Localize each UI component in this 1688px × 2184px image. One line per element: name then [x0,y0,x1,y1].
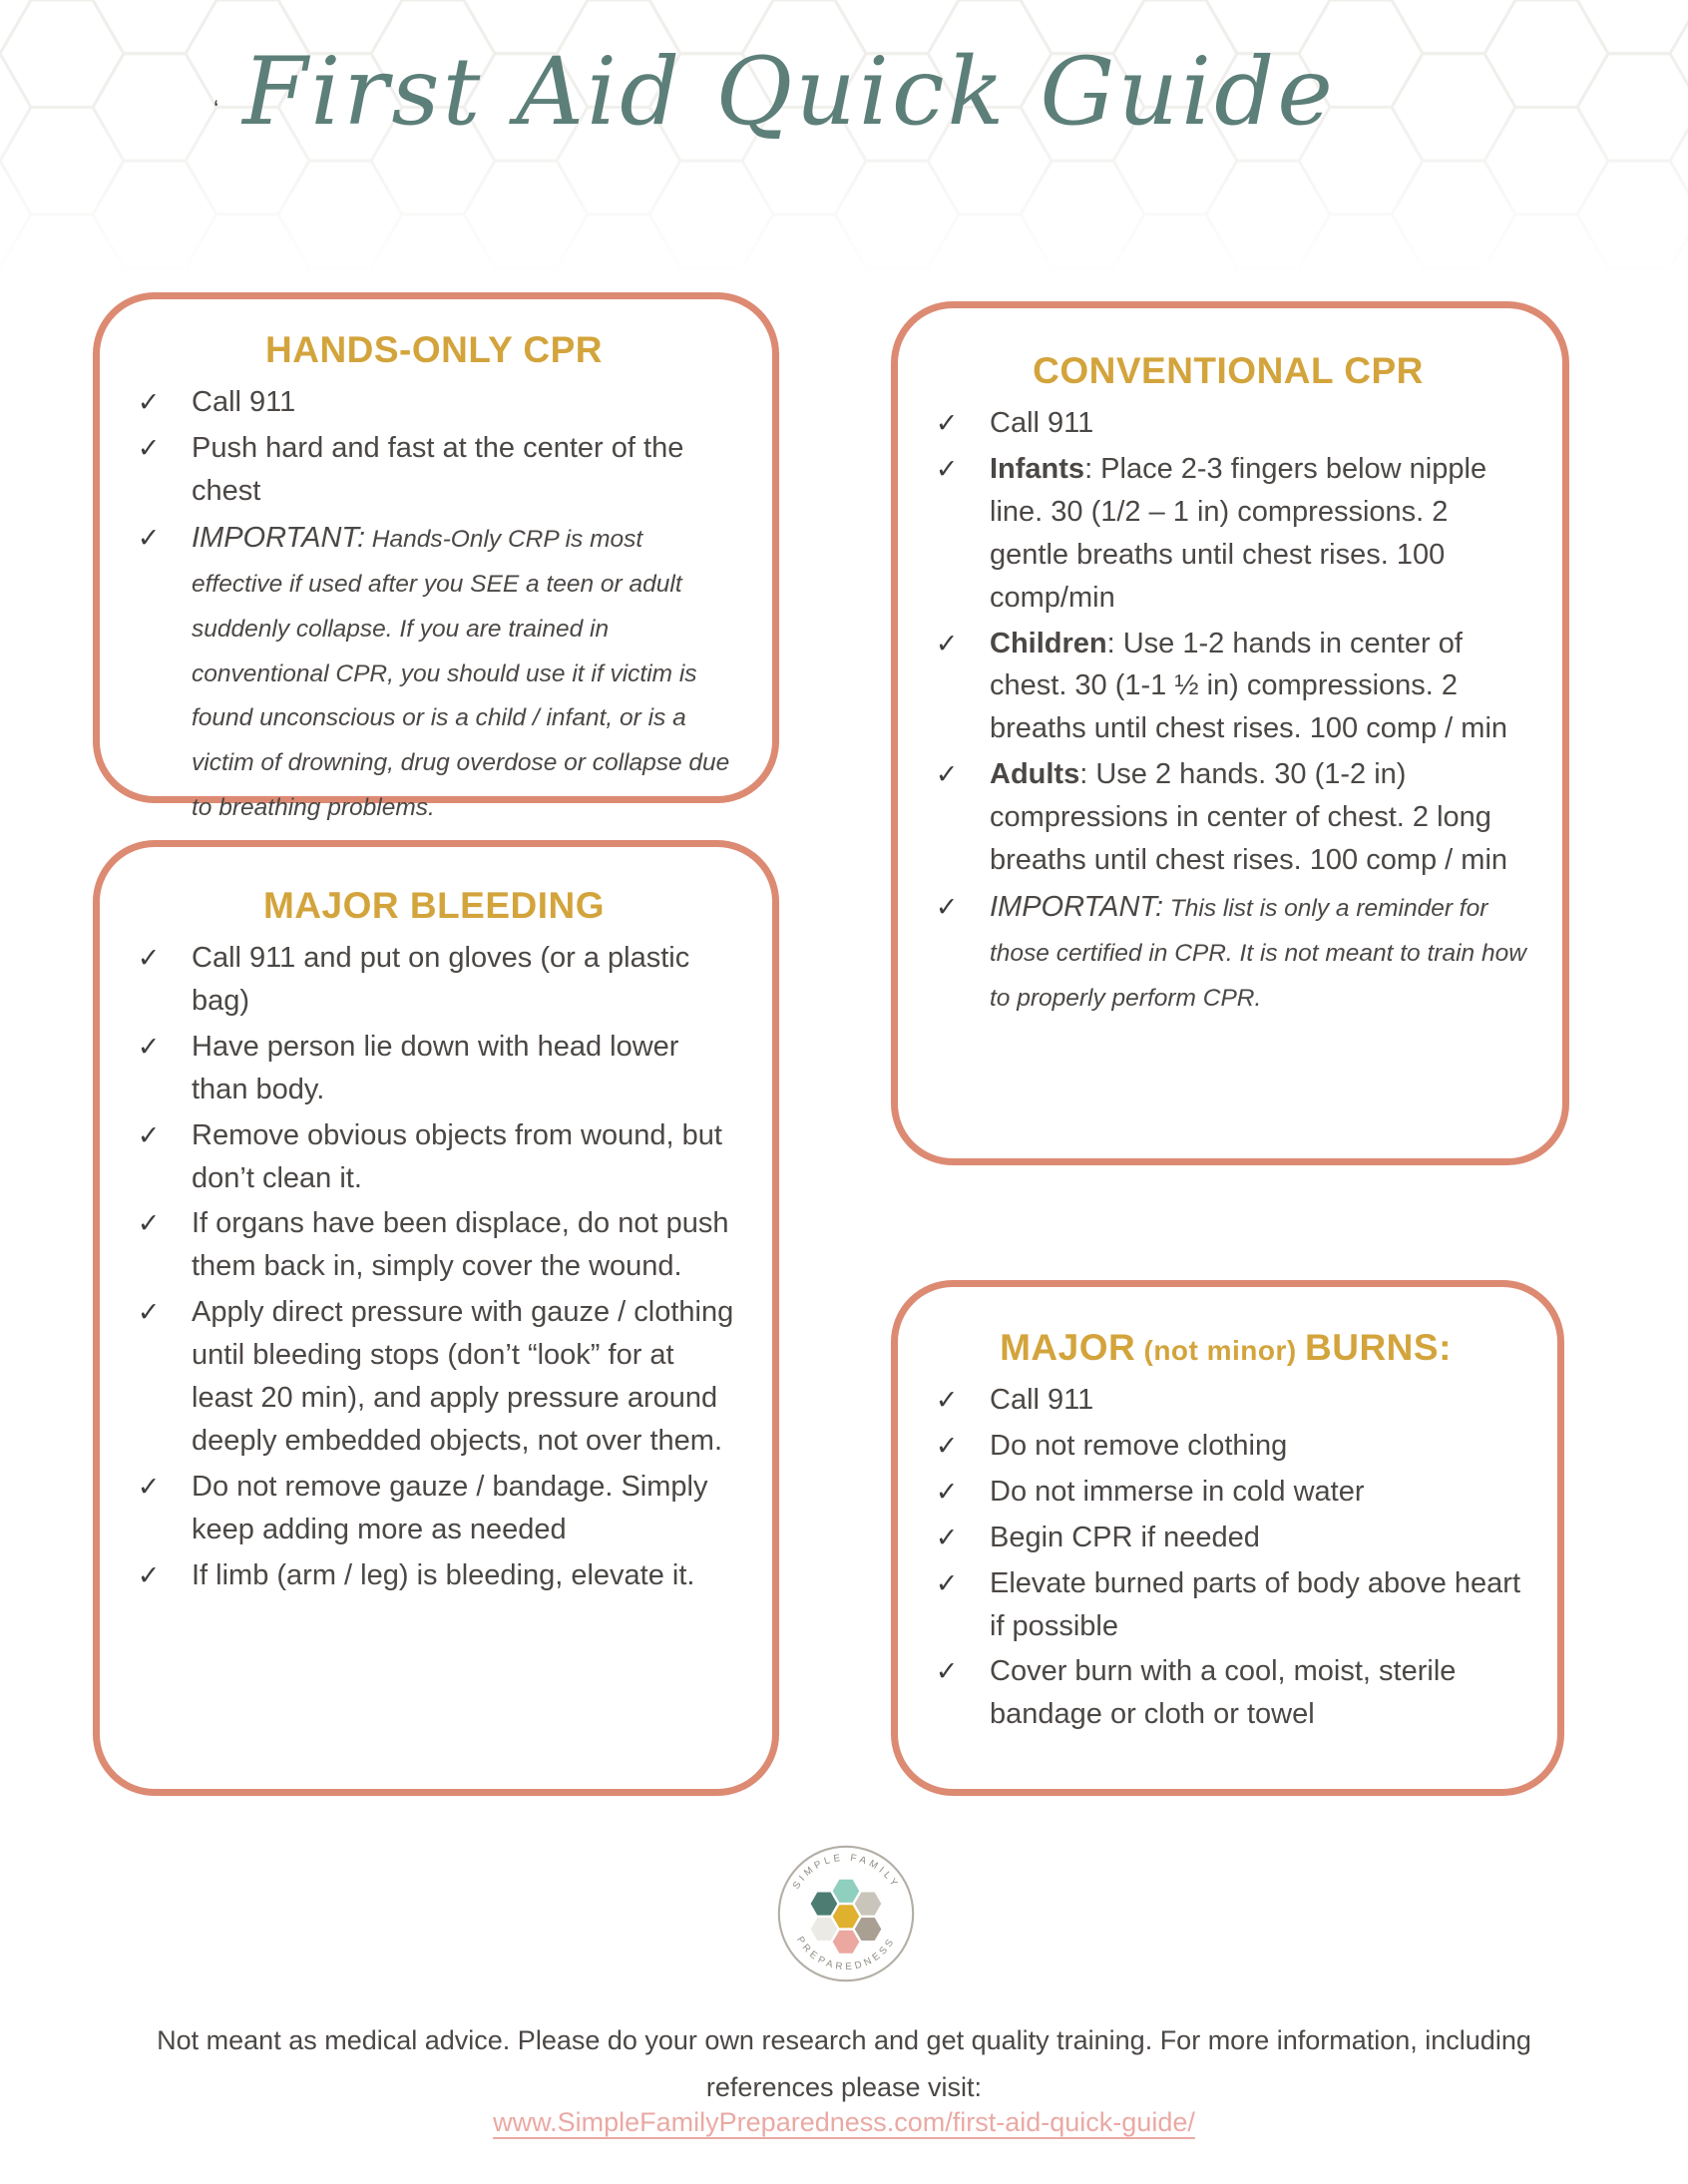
disclaimer-line-1: Not meant as medical advice. Please do your own research and get quality training. For more information, including [157,2025,1531,2055]
check-icon: ✓ [935,408,959,438]
infants-label: Infants [990,452,1085,485]
check-icon: ✓ [137,432,161,463]
check-icon: ✓ [137,1031,161,1062]
check-icon: ✓ [137,1471,161,1502]
list-item-text: If organs have been displace, do not push them back in, simply cover the wound. [192,1207,729,1283]
children-instructions: : Use 1-2 hands in center of chest. 30 (1-1 ½ in) compressions. 2 breaths until chest rises. 100 comp / min [990,627,1508,745]
list-item-text: Call 911 [990,1384,1094,1416]
list-item [130,1026,738,1111]
list-item-text: Call 911 [990,407,1094,439]
check-icon: ✓ [935,628,959,658]
list-item-text: Elevate burned parts of body above heart if possible [990,1566,1521,1642]
list-item [928,623,1528,751]
check-icon: ✓ [935,1430,959,1461]
check-icon: ✓ [935,453,959,484]
list-item-text: Push hard and fast at the center of the chest [192,431,684,507]
simple-family-preparedness-logo [776,1844,916,1983]
list-item-text: Do not remove clothing [990,1429,1288,1462]
list-item [928,448,1528,620]
conventional-cpr-list [928,402,1528,1020]
important-note-text: This list is only a reminder for those certified in CPR. It is not meant to train how to properly perform CPR. [990,894,1526,1012]
conventional-cpr-box [891,301,1569,1165]
list-item [928,885,1528,1020]
hands-only-cpr-list [130,381,738,829]
list-item [928,402,1528,445]
important-label: IMPORTANT: [990,890,1163,923]
check-icon: ✓ [935,1385,959,1415]
burns-heading-burns: BURNS: [1305,1327,1452,1368]
disclaimer-text [0,2017,1688,2112]
burns-heading-paren: (not minor) [1135,1335,1306,1366]
list-item [928,1425,1523,1468]
page-title: First Aid Quick Guide [242,38,1336,147]
list-item [130,516,738,830]
hands-only-cpr-box [93,292,779,822]
disclaimer-line-2: references please visit: [705,2072,983,2103]
stray-mark: ‘ [213,96,219,123]
list-item [130,1466,738,1551]
check-icon: ✓ [935,891,959,922]
major-bleeding-heading: MAJOR BLEEDING [262,885,606,926]
list-item-text: Call 911 [192,386,296,418]
major-burns-box [891,1280,1564,1796]
list-item [130,427,738,513]
major-bleeding-list [130,937,738,1597]
important-note-text: Hands-Only CRP is most effective if used after you SEE a teen or adult suddenly collapse. If you are trained in conventional CPR, you should use it if victim is found unconscious or is a child / infant, or is a victim of drowning, drug overdose or collapse due to breathing problems. [192,525,730,822]
list-item-text: If limb (arm / leg) is bleeding, elevate it. [192,1558,695,1591]
list-item-text: Call 911 and put on gloves (or a plastic bag) [192,942,690,1017]
list-item [130,1554,738,1597]
hands-only-cpr-heading: HANDS-ONLY CPR [265,329,603,370]
list-item-text: Apply direct pressure with gauze / clothing until bleeding stops (don’t “look” for at least 20 min), and apply pressure around deeply embedded objects, not over them. [192,1296,734,1457]
list-item [928,1379,1523,1422]
check-icon: ✓ [935,1522,959,1552]
check-icon: ✓ [137,1208,161,1239]
list-item-text: Do not immerse in cold water [990,1475,1365,1508]
check-icon: ✓ [137,1119,161,1150]
important-label: IMPORTANT: [192,521,365,554]
list-item [130,381,738,424]
list-item [130,1202,738,1288]
burns-heading-major: MAJOR [1000,1327,1136,1368]
check-icon: ✓ [137,1559,161,1590]
list-item [928,1562,1523,1648]
children-label: Children [990,627,1107,659]
check-icon: ✓ [935,1656,959,1687]
list-item-text [990,623,1528,751]
list-item [928,753,1528,882]
list-item [928,1471,1523,1514]
footer-link-container [0,2107,1688,2138]
list-item-text: Cover burn with a cool, moist, sterile bandage or cloth or towel [990,1655,1457,1731]
list-item [928,1650,1523,1736]
list-item-text: Begin CPR if needed [990,1521,1260,1553]
logo-bottom-arc-text: PREPAREDNESS [794,1935,898,1973]
check-icon: ✓ [935,1567,959,1598]
check-icon: ✓ [935,759,959,790]
list-item [130,1291,738,1463]
list-item [130,1114,738,1200]
list-item-text: Have person lie down with head lower than body. [192,1030,679,1105]
major-burns-heading [928,1327,1523,1369]
list-item-text [192,516,738,830]
list-item [928,1517,1523,1559]
check-icon: ✓ [137,1297,161,1328]
check-icon: ✓ [137,387,161,417]
major-burns-list [928,1379,1523,1736]
first-aid-guide-link[interactable]: www.SimpleFamilyPreparedness.com/first-aid-quick-guide/ [493,2107,1195,2137]
major-bleeding-box [93,840,779,1796]
list-item-text [990,885,1528,1020]
list-item-text: Do not remove gauze / bandage. Simply keep adding more as needed [192,1470,708,1545]
check-icon: ✓ [935,1476,959,1507]
list-item [130,937,738,1023]
infants-instructions: : Place 2-3 fingers below nipple line. 30 (1/2 – 1 in) compressions. 2 gentle breaths until chest rises. 100 comp/min [990,452,1487,614]
list-item-text [990,753,1528,882]
list-item-text [990,448,1528,620]
conventional-cpr-heading: CONVENTIONAL CPR [1033,350,1424,391]
adults-instructions: : Use 2 hands. 30 (1-2 in) compressions in center of chest. 2 long breaths until chest rises. 100 comp / min [990,758,1508,877]
adults-label: Adults [990,758,1080,791]
check-icon: ✓ [137,522,161,553]
list-item-text: Remove obvious objects from wound, but don’t clean it. [192,1118,722,1194]
logo-top-arc-text: SIMPLE FAMILY [790,1852,902,1892]
check-icon: ✓ [137,943,161,973]
